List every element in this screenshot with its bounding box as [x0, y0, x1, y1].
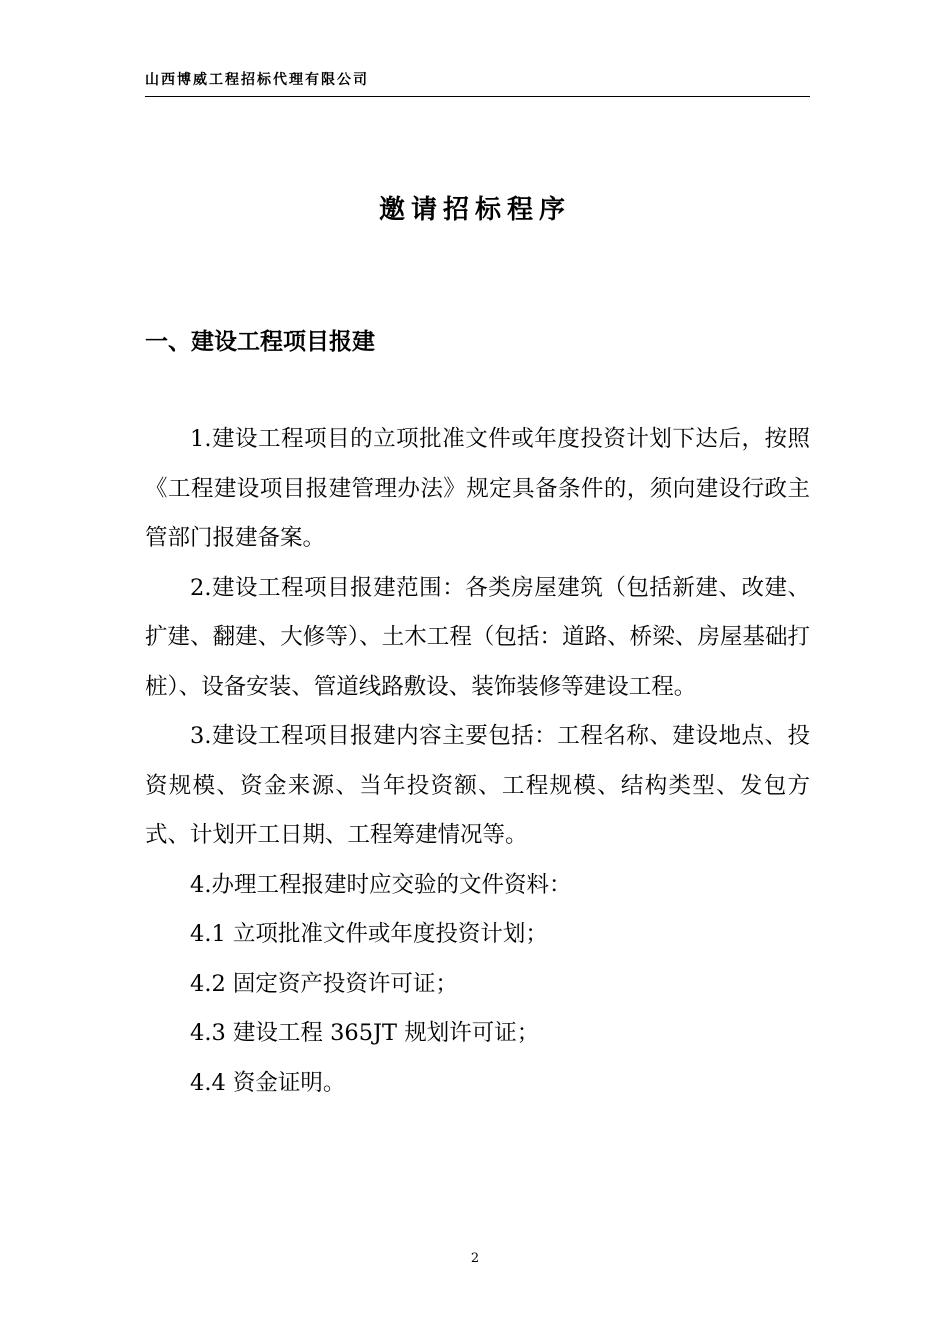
company-name: 山西博威工程招标代理有限公司: [145, 72, 369, 88]
list-item-4-4: 4.4 资金证明。: [190, 1069, 346, 1096]
section-heading: 一、建设工程项目报建: [145, 329, 375, 355]
paragraph-2: 2.建设工程项目报建范围：各类房屋建筑（包括新建、改建、扩建、翻建、大修等）、土木工程（包括：道路、桥梁、房屋基础打桩）、设备安装、管道线路敷设、装饰装修等建设工程。: [145, 574, 810, 700]
document-title: 邀请招标程序: [378, 195, 571, 225]
page-number: 2: [470, 1251, 480, 1266]
page-header: [145, 70, 810, 97]
paragraph-3: 3.建设工程项目报建内容主要包括：工程名称、建设地点、投资规模、资金来源、当年投资额、工程规模、结构类型、发包方式、计划开工日期、工程筹建情况等。: [145, 723, 810, 848]
list-item-4-3: 4.3 建设工程 365JT 规划许可证；: [190, 1020, 540, 1046]
paragraph-1: 1.建设工程项目的立项批准文件或年度投资计划下达后，按照《工程建设项目报建管理办法》规定具备条件的，须向建设行政主管部门报建备案。: [145, 426, 810, 551]
paragraph-4: 4.办理工程报建时应交验的文件资料：: [190, 871, 572, 898]
list-item-4-2: 4.2 固定资产投资许可证；: [190, 970, 458, 997]
list-item-4-1: 4.1 立项批准文件或年度投资计划；: [190, 921, 548, 947]
section-body: [145, 415, 810, 1108]
